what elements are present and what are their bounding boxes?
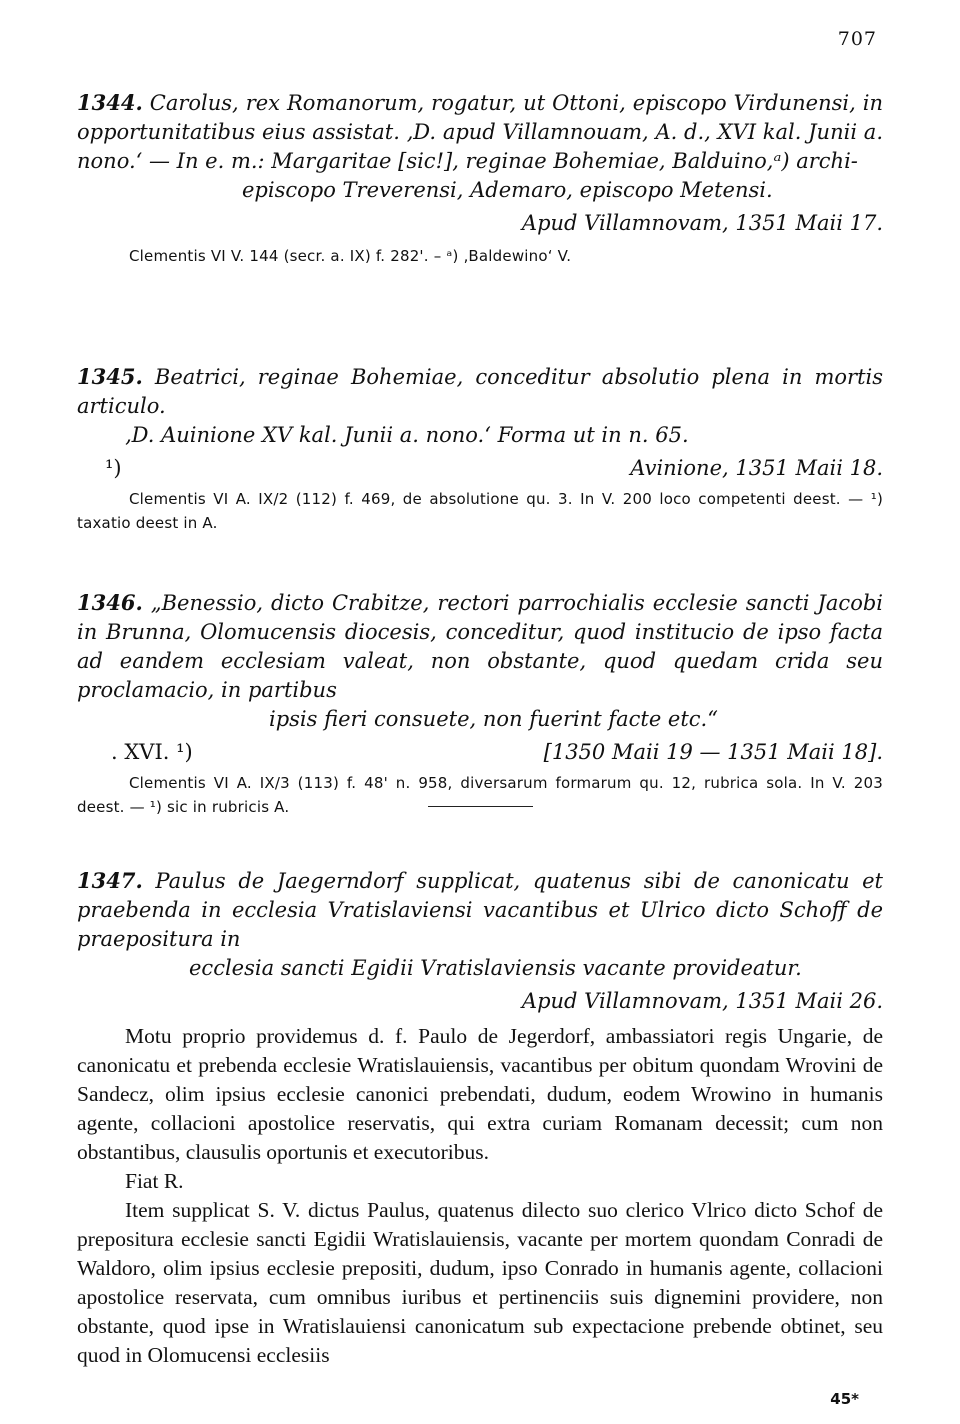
source-note: Clementis VI V. 144 (secr. a. IX) f. 282'. – ᵃ) ‚Baldewino‘ V.	[129, 247, 572, 265]
entry-heading-text: Beatrici, reginae Bohemiae, conceditur absolutio plena in mortis articulo.	[77, 365, 883, 418]
entry-heading-continuation: episcopo Treverensi, Ademaro, episcopo Metensi.	[242, 178, 773, 202]
signature-mark: 45*	[830, 1390, 859, 1408]
place-date-row	[77, 738, 883, 767]
entry-heading	[77, 362, 883, 450]
entry-1346	[77, 588, 883, 819]
place-date: Apud Villamnovam, 1351 Maii 17.	[521, 211, 883, 235]
divider-rule	[428, 806, 533, 807]
entry-number: 1347.	[77, 868, 143, 893]
place-date: Apud Villamnovam, 1351 Maii 26.	[521, 989, 883, 1013]
entry-heading-continuation: ecclesia sancti Egidii Vratislaviensis vacante provideatur.	[189, 956, 802, 980]
entry-heading-text: Paulus de Jaegerndorf supplicat, quatenus sibi de canonicatu et praebenda in ecclesia Vratislaviensi vacantibus et Ulrico dicto Schoff de praepositura in	[77, 869, 883, 951]
entry-1345	[77, 362, 883, 535]
place-date: Avinione, 1351 Maii 18.	[630, 456, 883, 480]
entry-heading-text: „Benessio, dicto Crabitze, rectori parrochialis ecclesie sancti Jacobi in Brunna, Olomucensis diocesis, conceditur, quod institucio de ipso facta ad eandem ecclesiam valeat, non obstante, quod quedam crida seu proclamacio, in partibus	[77, 591, 883, 702]
supplication-paragraph: Item supplicat S. V. dictus Paulus, quatenus dilecto suo clerico Vlrico dicto Schof de prepositura ecclesie sancti Egidii Wratislauiensis, vacante per mortem quondam Conradi de Waldoro, olim ipsius ecclesie prepositi, dudum, ipso Conrado in humanis agente, collacioni apostolice reservata, cum omnibus iuribus et pertinenciis suis dignemini providere, non obstante, quod ipse in Wratislauiensi canonicatum sub expectacione prebende obtinet, seu quod in Olomucensi ecclesiis	[77, 1198, 883, 1367]
entry-1347	[77, 866, 883, 1370]
entry-heading-text: Carolus, rex Romanorum, rogatur, ut Ottoni, episcopo Virdunensi, in opportunitatibus eius assistat. ‚D. apud Villamnouam, A. d., XVI kal. Junii a. nono.‘ — In e. m.: Margaritae [sic!], reginae Bohemiae, Balduino,ᵃ) archi-	[77, 91, 883, 173]
source-note: Clementis VI A. IX/3 (113) f. 48' n. 958, diversarum formarum qu. 12, rubrica sola. In V. 203 deest. — ¹) sic in rubricis A.	[77, 774, 883, 816]
entry-heading-continuation: ‚D. Auinione XV kal. Junii a. nono.‘ Forma ut in n. 65.	[125, 423, 689, 447]
rubric-marker: . XVI. ¹)	[111, 740, 193, 764]
page-number: 707	[837, 28, 877, 50]
fiat-signature: Fiat R.	[125, 1169, 184, 1193]
entry-1344	[77, 88, 883, 268]
entry-heading	[77, 88, 883, 205]
section-divider	[77, 806, 883, 807]
document-page	[77, 28, 883, 1408]
footnote-marker: ¹)	[105, 456, 122, 480]
place-date-row	[77, 454, 883, 483]
entry-heading	[77, 866, 883, 983]
supplication-paragraph: Motu proprio providemus d. f. Paulo de Jegerdorf, ambassiatori regis Ungarie, de canonicatu et prebenda ecclesie Wratislauiensis, vacantibus per obitum quondam Wrovini de Sandecz, olim ipsius ecclesie canonici prebendati, dudum, eodem Wrowino in humanis agente, collacioni apostolice reservatis, qui extra curiam Romanam decessit; cum non obstantibus, clausulis oportunis et executoribus.	[77, 1024, 883, 1164]
entry-heading	[77, 588, 883, 734]
entry-number: 1344.	[77, 90, 143, 115]
entry-number: 1346.	[77, 590, 143, 615]
entry-number: 1345.	[77, 364, 143, 389]
entry-heading-continuation: ipsis fieri consuete, non fuerint facte etc.“	[269, 707, 718, 731]
source-note: Clementis VI A. IX/2 (112) f. 469, de absolutione qu. 3. In V. 200 loco competenti deest. — ¹) taxatio deest in A.	[77, 490, 883, 532]
place-date: [1350 Maii 19 — 1351 Maii 18].	[543, 740, 883, 764]
